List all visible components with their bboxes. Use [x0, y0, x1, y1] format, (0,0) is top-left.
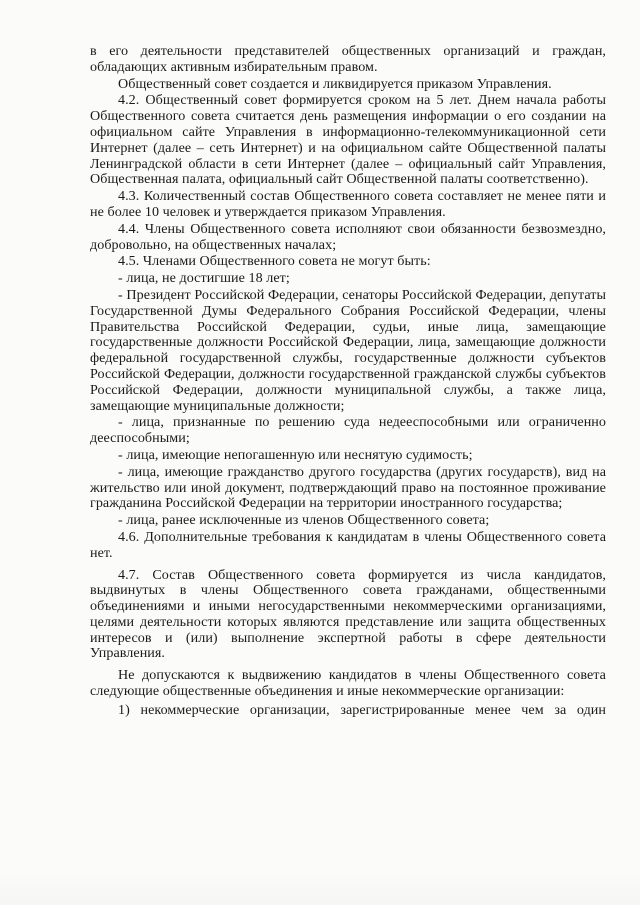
paragraph-continuation: в его деятельности представителей общественных организаций и граждан, обладающих активным избирательным правом. — [90, 43, 606, 75]
list-item-criminal-record: - лица, имеющие непогашенную или неснятую судимость; — [118, 446, 473, 463]
list-item-age: - лица, не достигшие 18 лет; — [118, 270, 290, 287]
list-item-foreign-citizenship: - лица, имеющие гражданство другого государства (других государств), вид на жительство или иной документ, подтверждающий право на постоянное проживание гражданина Российской Федерации на территории иностранного государства; — [90, 463, 606, 512]
paragraph-council-creation: Общественный совет создается и ликвидируется приказом Управления. — [118, 75, 552, 92]
paragraph-4-3: 4.3. Количественный состав Общественного совета составляет не менее пяти и не более 10 человек и утверждается приказом Управления. — [90, 188, 606, 220]
document-body — [90, 44, 606, 719]
list-item-excluded: - лица, ранее исключенные из членов Общественного совета; — [118, 512, 490, 529]
paragraph-4-5: 4.5. Членами Общественного совета не могут быть: — [118, 253, 431, 270]
paragraph-4-7: 4.7. Состав Общественного совета формируется из числа кандидатов, выдвинутых в члены Общественного совета гражданами, общественными объединениями и иными негосударственными некоммерческими организациями, целями деятельности которых являются представление или защита общественных интересов и (или) выполнение экспертной работы в сфере деятельности Управления. — [90, 566, 606, 662]
list-item-incapacitated: - лица, признанные по решению суда недееспособными или ограниченно дееспособными; — [90, 414, 606, 447]
paragraph-4-6: 4.6. Дополнительные требования к кандидатам в члены Общественного совета нет. — [90, 528, 606, 561]
paragraph-not-admitted: Не допускаются к выдвижению кандидатов в члены Общественного совета следующие общественные объединения и иные некоммерческие организации: — [90, 667, 606, 700]
list-item-nco-registered: 1) некоммерческие организации, зарегистрированные менее чем за один — [118, 701, 606, 718]
scan-bottom-edge — [0, 875, 640, 905]
paragraph-4-2: 4.2. Общественный совет формируется сроком на 5 лет. Днем начала работы Общественного совета считается день размещения информации о его создании на официальном сайте Управления в информационно-телекоммуникационной сети Интернет (далее – сеть Интернет) и на официальном сайте Общественной палаты Ленинградской области в сети Интернет (далее – официальный сайт Управления, Общественная палата, официальный сайт Общественной палаты соответственно). — [90, 92, 606, 188]
paragraph-4-4: 4.4. Члены Общественного совета исполняют свои обязанности безвозмездно, добровольно, на общественных началах; — [90, 220, 606, 253]
list-item-officials: - Президент Российской Федерации, сенаторы Российской Федерации, депутаты Государственной Думы Федерального Собрания Российской Федерации, члены Правительства Российской Федерации, судьи, иные лица, замещающие государственные должности Российской Федерации, лица, замещающие должности федеральной государственной службы, государственные должности субъектов Российской Федерации, должности государственной гражданской службы субъектов Российской Федерации, должности муниципальной службы, а также лица, замещающие муниципальные должности; — [90, 286, 606, 414]
